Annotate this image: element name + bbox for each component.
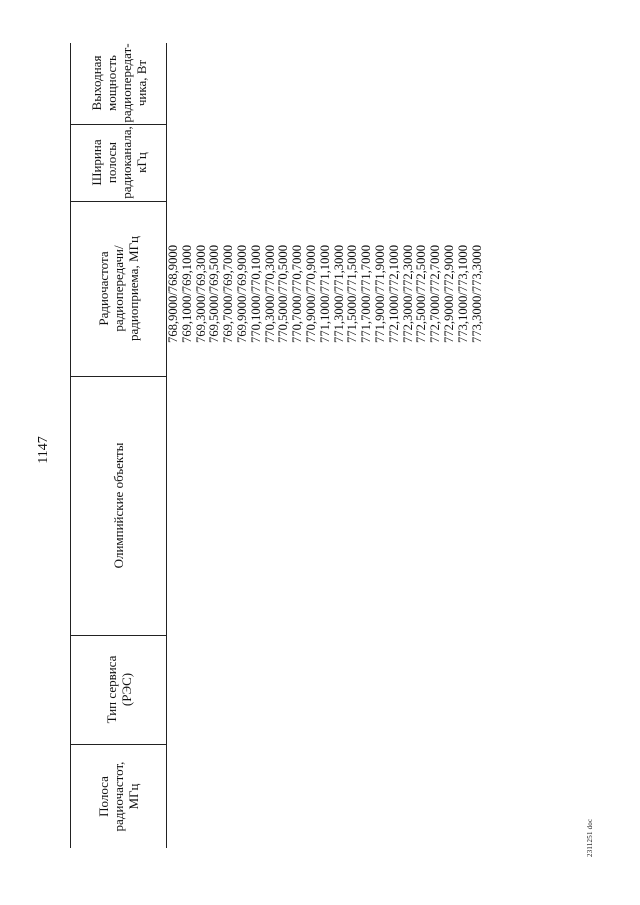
frequency-row: 772,3000/772,3000 [400,245,415,343]
header-radio-frequency: Радиочастота радиопередачи/ радиоприема, МГц [71,201,166,377]
frequency-row: 770,1000/770,1000 [248,245,263,343]
frequency-table-header [70,43,167,848]
frequency-row: 769,1000/769,1000 [179,245,194,343]
frequency-list [167,245,484,435]
frequency-row: 769,5000/769,5000 [207,245,222,343]
frequency-row: 768,9000/768,9000 [166,245,180,343]
frequency-row: 773,1000/773,1000 [455,245,470,343]
frequency-row: 770,3000/770,3000 [262,245,277,343]
frequency-row: 772,9000/772,9000 [441,245,456,343]
frequency-row: 771,3000/771,3000 [331,245,346,343]
frequency-row: 769,3000/769,3000 [193,245,208,343]
frequency-row: 772,7000/772,7000 [428,245,443,343]
frequency-row: 773,3000/773,3000 [469,245,484,343]
header-frequency-band: Полоса радиочастот, МГц [96,761,141,832]
page-number: 1147 [36,436,51,464]
frequency-row: 770,7000/770,7000 [290,245,305,343]
footer-doc-code: 2311251 doc [586,818,594,857]
frequency-row: 770,5000/770,5000 [276,245,291,343]
frequency-row: 769,9000/769,9000 [234,245,249,343]
frequency-row: 771,1000/771,1000 [317,245,332,343]
header-output-power: Выходная мощность радиопередат- чика, Вт [71,42,166,125]
frequency-row: 771,9000/771,9000 [372,245,387,343]
frequency-row: 770,9000/770,9000 [303,245,318,343]
header-service-type: Тип сервиса (РЭС) [71,635,166,745]
frequency-row: 771,7000/771,7000 [359,245,374,343]
frequency-row: 772,1000/772,1000 [386,245,401,343]
frequency-row: 769,7000/769,7000 [221,245,236,343]
frequency-row: 772,5000/772,5000 [414,245,429,343]
header-olympic-objects: Олимпийские объекты [71,376,166,636]
frequency-row: 771,5000/771,5000 [345,245,360,343]
header-channel-bandwidth: Ширина полосы радиоканала, кГц [71,124,166,202]
